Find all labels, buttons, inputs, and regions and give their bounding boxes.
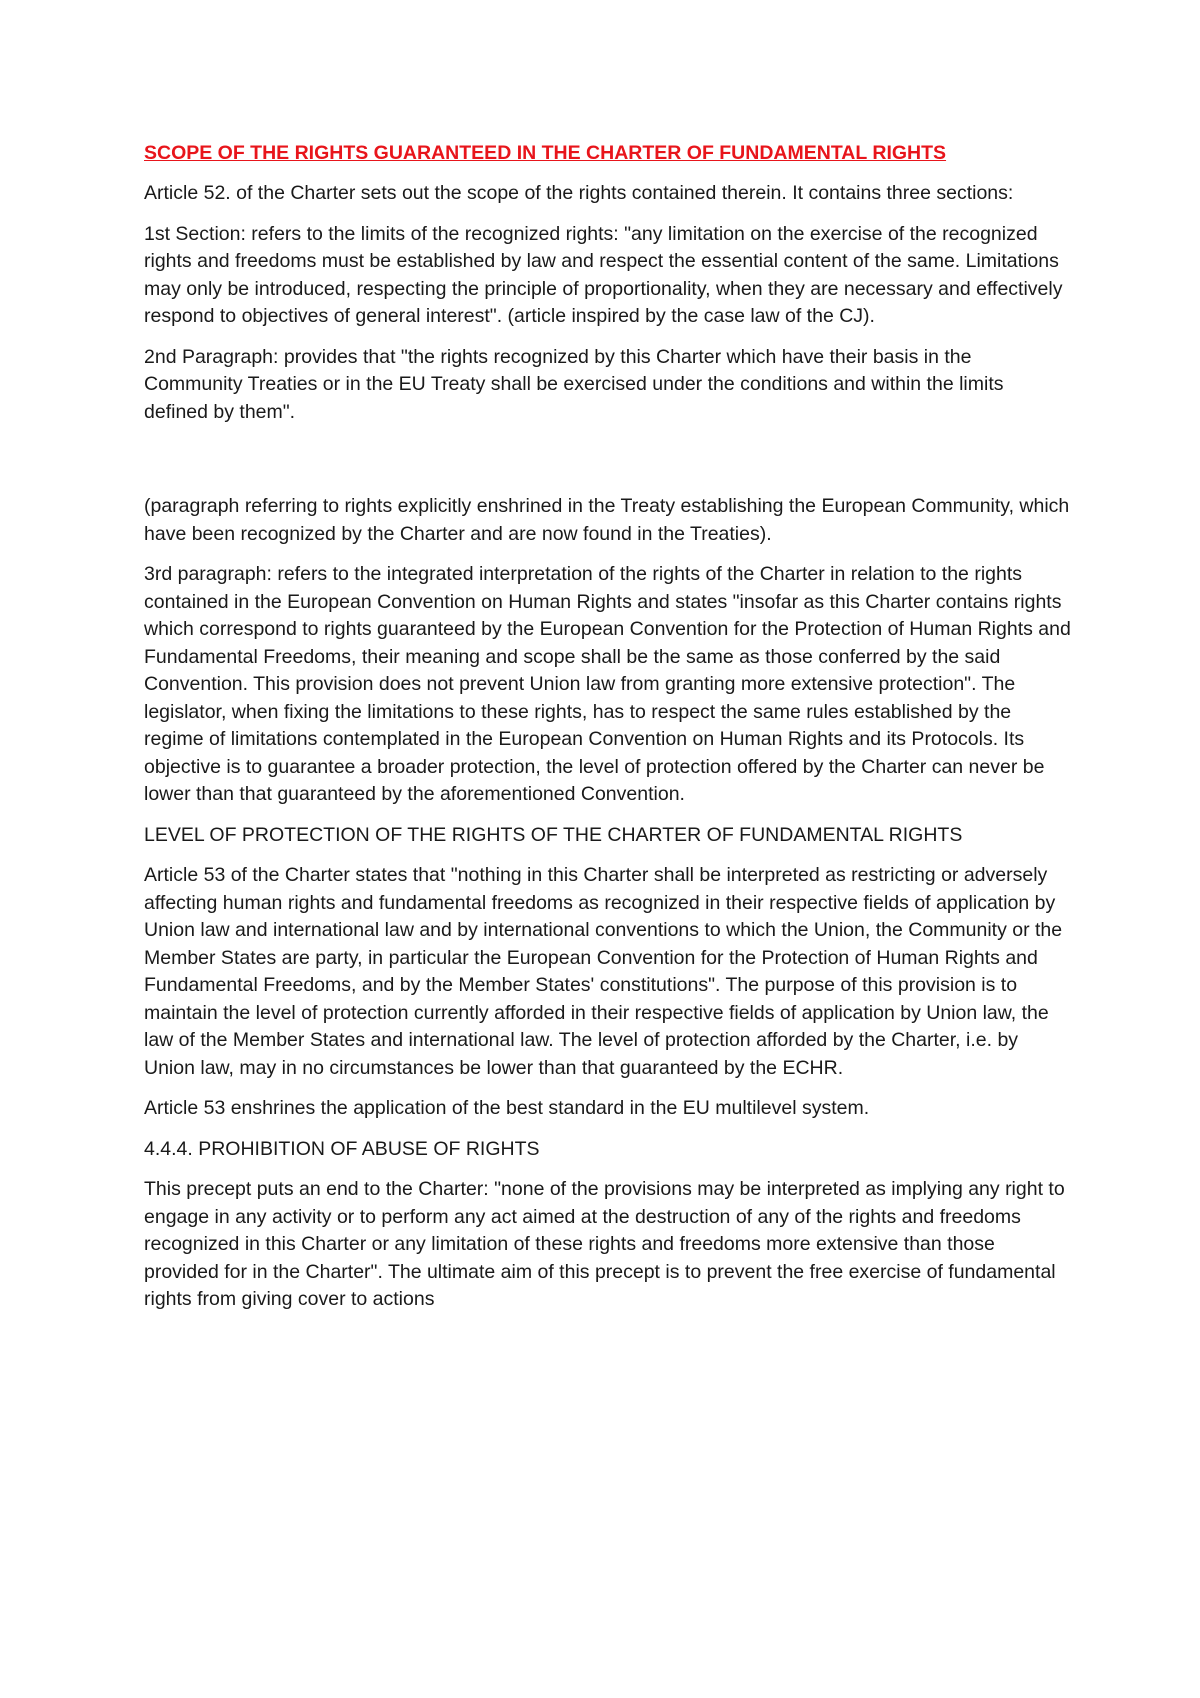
- section-heading-abuse-of-rights: 4.4.4. PROHIBITION OF ABUSE OF RIGHTS: [144, 1137, 540, 1160]
- blank-space: [144, 439, 1072, 493]
- paragraph-third-paragraph: 3rd paragraph: refers to the integrated interpretation of the rights of the Charter in relation to the rights contained in the European Convention on Human Rights and states "insofar as this Charter contains rights which correspond to rights guaranteed by the European Convention for the Protection of Human Rights and Fundamental Freedoms, their meaning and scope shall be the same as those conferred by the said Convention. This provision does not prevent Union law from granting more extensive protection". The legislator, when fixing the limitations to these rights, has to respect the same rules established by the regime of limitations contemplated in the European Convention on Human Rights and its Protocols. Its objective is to guarantee a broader protection, the level of protection offered by the Charter can never be lower than that guaranteed by the aforementioned Convention.: [144, 563, 1071, 805]
- section-heading-level-of-protection: LEVEL OF PROTECTION OF THE RIGHTS OF THE CHARTER OF FUNDAMENTAL RIGHTS: [144, 823, 963, 846]
- paragraph-treaty-note: (paragraph referring to rights explicitly enshrined in the Treaty establishing the European Community, which have been recognized by the Charter and are now found in the Treaties).: [144, 495, 1070, 545]
- paragraph-first-section: 1st Section: refers to the limits of the recognized rights: "any limitation on the exercise of the recognized rights and freedoms must be established by law and respect the essential content of the same. Limitations may only be introduced, respecting the principle of proportionality, when they are necessary and effectively respond to objectives of general interest". (article inspired by the case law of the CJ).: [144, 222, 1063, 327]
- paragraph-second-paragraph: 2nd Paragraph: provides that "the rights recognized by this Charter which have their basis in the Community Treaties or in the EU Treaty shall be exercised under the conditions and within the limits defined by them".: [144, 345, 1004, 423]
- document-page: [144, 140, 1072, 1327]
- paragraph-article-52-intro: Article 52. of the Charter sets out the scope of the rights contained therein. It contains three sections:: [144, 182, 1014, 204]
- paragraph-best-standard: Article 53 enshrines the application of the best standard in the EU multilevel system.: [144, 1097, 870, 1119]
- paragraph-article-53: Article 53 of the Charter states that "nothing in this Charter shall be interpreted as restricting or adversely affecting human rights and fundamental freedoms as recognized in their respective fields of application by Union law and international law and by international conventions to which the Union, the Community or the Member States are party, in particular the European Convention for the Protection of Human Rights and Fundamental Freedoms, and by the Member States' constitutions". The purpose of this provision is to maintain the level of protection currently afforded in their respective fields of application by Union law, the law of the Member States and international law. The level of protection afforded by the Charter, i.e. by Union law, may in no circumstances be lower than that guaranteed by the ECHR.: [144, 864, 1063, 1079]
- paragraph-abuse-of-rights: This precept puts an end to the Charter: "none of the provisions may be interpreted as implying any right to engage in any activity or to perform any act aimed at the destruction of any of the rights and freedoms recognized in this Charter or any limitation of these rights and freedoms more extensive than those provided for in the Charter". The ultimate aim of this precept is to prevent the free exercise of fundamental rights from giving cover to actions: [144, 1178, 1065, 1310]
- document-title: SCOPE OF THE RIGHTS GUARANTEED IN THE CHARTER OF FUNDAMENTAL RIGHTS: [144, 142, 947, 164]
